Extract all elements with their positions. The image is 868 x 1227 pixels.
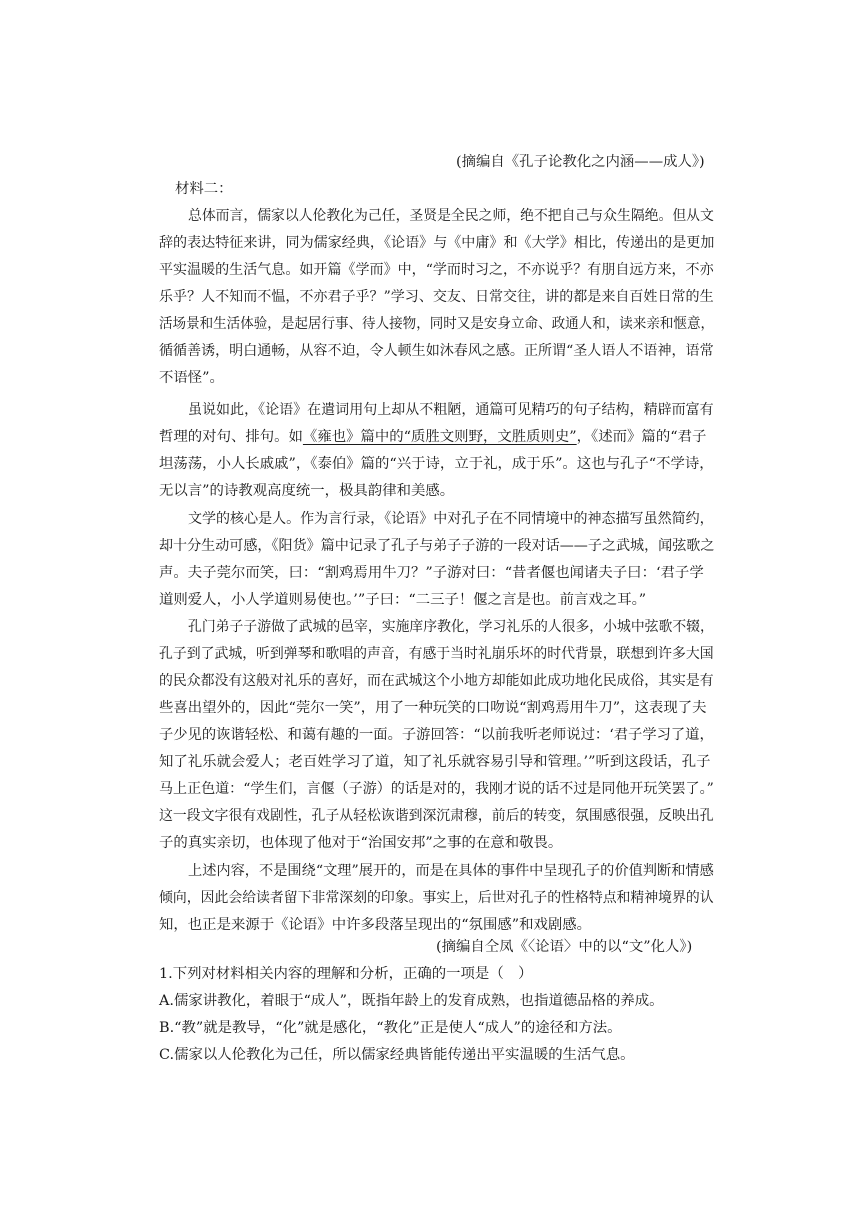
material-heading: 材料二： bbox=[175, 181, 233, 197]
paragraph-line: 孔子到了武城，听到弹琴和歌唱的声音，有感于当时礼崩乐坏的时代背景，联想到许多大国 bbox=[159, 646, 714, 662]
option-b: B.“教”就是教导，“化”就是感化，“教化”正是使人“成人”的途径和方法。 bbox=[159, 1020, 622, 1036]
paragraph-line: 循循善诱，明白通畅，从容不迫，令人顿生如沐春风之感。正所谓“圣人语人不语神，语常 bbox=[159, 343, 714, 359]
line-suffix: ，《述而》篇的“君子 bbox=[576, 429, 707, 445]
paragraph-line: 上述内容，不是围绕“文理”展开的，而是在具体的事件中呈现孔子的价值判断和情感 bbox=[188, 863, 714, 879]
paragraph-line: 知了礼乐就会爱人；老百姓学习了道，知了礼乐就容易引导和管理。’”听到这段话，孔子 bbox=[159, 754, 711, 770]
paragraph-line: 总体而言，儒家以人伦教化为己任，圣贤是全民之师，绝不把自己与众生隔绝。但从文 bbox=[188, 208, 714, 224]
paragraph-line: 声。夫子莞尔而笑，曰：“割鸡焉用牛刀？”子游对曰：“昔者偃也闻诸夫子曰：‘君子学 bbox=[159, 565, 704, 581]
paragraph-line: 文学的核心是人。作为言行录，《论语》中对孔子在不同情境中的神态描写虽然简约， bbox=[188, 511, 714, 527]
paragraph-line: 乐乎？人不知而不愠，不亦君子乎？”学习、交友、日常交往，讲的都是来自百姓日常的生 bbox=[159, 289, 714, 305]
paragraph-line-with-underline bbox=[159, 424, 706, 450]
paragraph-line: 辞的表达特征来讲，同为儒家经典，《论语》与《中庸》和《大学》相比，传递出的是更加 bbox=[159, 235, 715, 251]
paragraph-line: 无以言”的诗教观高度统一，极具韵律和美感。 bbox=[159, 483, 455, 499]
paragraph-line: 不语怪”。 bbox=[159, 370, 224, 386]
paragraph-line: 孔门弟子子游做了武城的邑宰，实施庠序教化，学习礼乐的人很多，小城中弦歌不辍， bbox=[188, 619, 714, 635]
paragraph-line: 马上正色道：“学生们，言偃（子游）的话是对的，我刚才说的话不过是同他开玩笑罢了。” bbox=[159, 781, 714, 797]
question-stem: 1.下列对材料相关内容的理解和分析，正确的一项是（ ） bbox=[159, 966, 533, 982]
paragraph-line: 倾向，因此会给读者留下非常深刻的印象。事实上，后世对孔子的性格特点和精神境界的认 bbox=[159, 890, 714, 906]
paragraph-line: 虽说如此，《论语》在遣词用句上却从不粗陋，通篇可见精巧的句子结构，精辟而富有 bbox=[188, 402, 714, 418]
paragraph-line: 道则爱人，小人学道则易使也。’”子曰：“二三子！偃之言是也。前言戏之耳。” bbox=[159, 592, 647, 608]
paragraph-line: 却十分生动可感，《阳货》篇中记录了孔子与弟子子游的一段对话——子之武城，闻弦歌之 bbox=[159, 538, 715, 554]
paragraph-line: 的民众都没有这般对礼乐的喜好，而在武城这个小地方却能如此成功地化民成俗，其实是有 bbox=[159, 673, 714, 689]
paragraph-line: 知，也正是来源于《论语》中许多段落呈现出的“氛围感”和戏剧感。 bbox=[159, 917, 592, 933]
paragraph-line: 这一段文字很有戏剧性，孔子从轻松诙谐到深沉肃穆，前后的转变，氛围感很强，反映出孔 bbox=[159, 808, 714, 824]
paragraph-line: 子的真实亲切，也体现了他对于“治国安邦”之事的在意和敬畏。 bbox=[159, 835, 563, 851]
paragraph-line: 子少见的诙谐轻松、和蔼有趣的一面。子游回答：“以前我听老师说过：‘君子学习了道， bbox=[159, 727, 714, 743]
line-prefix: 哲理的对句、排句。如 bbox=[159, 429, 303, 445]
option-a: A.儒家讲教化，着眼于“成人”，既指年龄上的发育成熟，也指道德品格的养成。 bbox=[159, 993, 664, 1009]
paragraph-line: 坦荡荡，小人长戚戚”，《泰伯》篇的“兴于诗，立于礼，成于乐”。这也与孔子“不学诗， bbox=[159, 456, 714, 472]
source-citation-1: (摘编自《孔子论教化之内涵——成人》) bbox=[456, 154, 705, 170]
paragraph-line: 活场景和生活体验，是起居行事、待人接物，同时又是安身立命、政通人和，读来亲和惬意， bbox=[159, 316, 715, 332]
underlined-quote: 《雍也》篇中的“质胜文则野，文胜质则史” bbox=[302, 429, 577, 445]
paragraph-line: 些喜出望外的，因此“莞尔一笑”，用了一种玩笑的口吻说“割鸡焉用牛刀”，这表现了夫 bbox=[159, 700, 707, 716]
option-c: C.儒家以人伦教化为己任，所以儒家经典皆能传递出平实温暖的生活气息。 bbox=[159, 1047, 635, 1063]
paragraph-line: 平实温暖的生活气息。如开篇《学而》中，“学而时习之，不亦说乎？有朋自远方来，不亦 bbox=[159, 262, 714, 278]
source-citation-2: (摘编自仝凤《〈论语〉中的以“文”化人》) bbox=[436, 939, 693, 955]
